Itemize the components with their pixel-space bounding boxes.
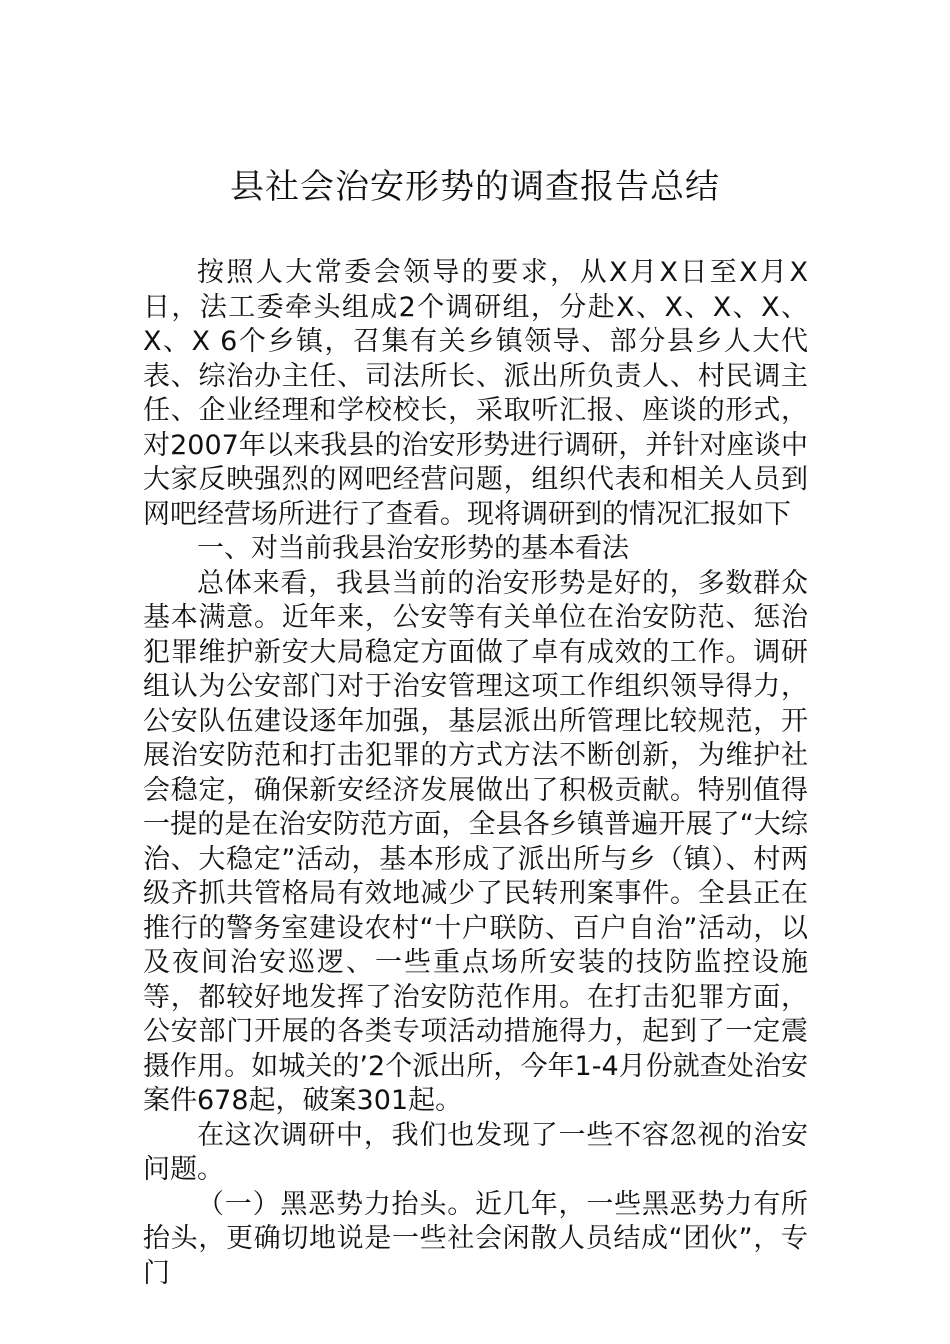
document-body <box>143 256 808 1291</box>
paragraph-intro: 按照人大常委会领导的要求，从X月X日至X月X日，法工委牵头组成2个调研组，分赴X、X、X、X、X、X 6个乡镇，召集有关乡镇领导、部分县乡人大代表、综治办主任、司法所长、派出所负责人、村民调主任、企业经理和学校校长，采取听汇报、座谈的形式，对2007年以来我县的治安形势进行调研，并针对座谈中大家反映强烈的网吧经营问题，组织代表和相关人员到网吧经营场所进行了查看。现将调研到的情况汇报如下 <box>143 257 808 530</box>
paragraph-problems-intro: 在这次调研中，我们也发现了一些不容忽视的治安问题。 <box>143 1119 808 1185</box>
paragraph-item-1: （一）黑恶势力抬头。近几年，一些黑恶势力有所抬头，更确切地说是一些社会闲散人员结成“团伙”，专门 <box>143 1188 808 1289</box>
section-heading-1: 一、对当前我县治安形势的基本看法 <box>197 533 629 564</box>
document-title: 县社会治安形势的调查报告总结 <box>230 167 720 207</box>
paragraph-overview: 总体来看，我县当前的治安形势是好的，多数群众基本满意。近年来，公安等有关单位在治安防范、惩治犯罪维护新安大局稳定方面做了卓有成效的工作。调研组认为公安部门对于治安管理这项工作组织领导得力，公安队伍建设逐年加强，基层派出所管理比较规范，开展治安防范和打击犯罪的方式方法不断创新，为维护社会稳定，确保新安经济发展做出了积极贡献。特别值得一提的是在治安防范方面，全县各乡镇普遍开展了“大综治、大稳定”活动，基本形成了派出所与乡（镇）、村两级齐抓共管格局有效地减少了民转刑案事件。全县正在推行的警务室建设农村“十户联防、百户自治”活动，以及夜间治安巡逻、一些重点场所安装的技防监控设施等，都较好地发挥了治安防范作用。在打击犯罪方面，公安部门开展的各类专项活动措施得力，起到了一定震摄作用。如城关的’2个派出所，今年1-4月份就查处治安案件678起，破案301起。 <box>143 567 808 1116</box>
